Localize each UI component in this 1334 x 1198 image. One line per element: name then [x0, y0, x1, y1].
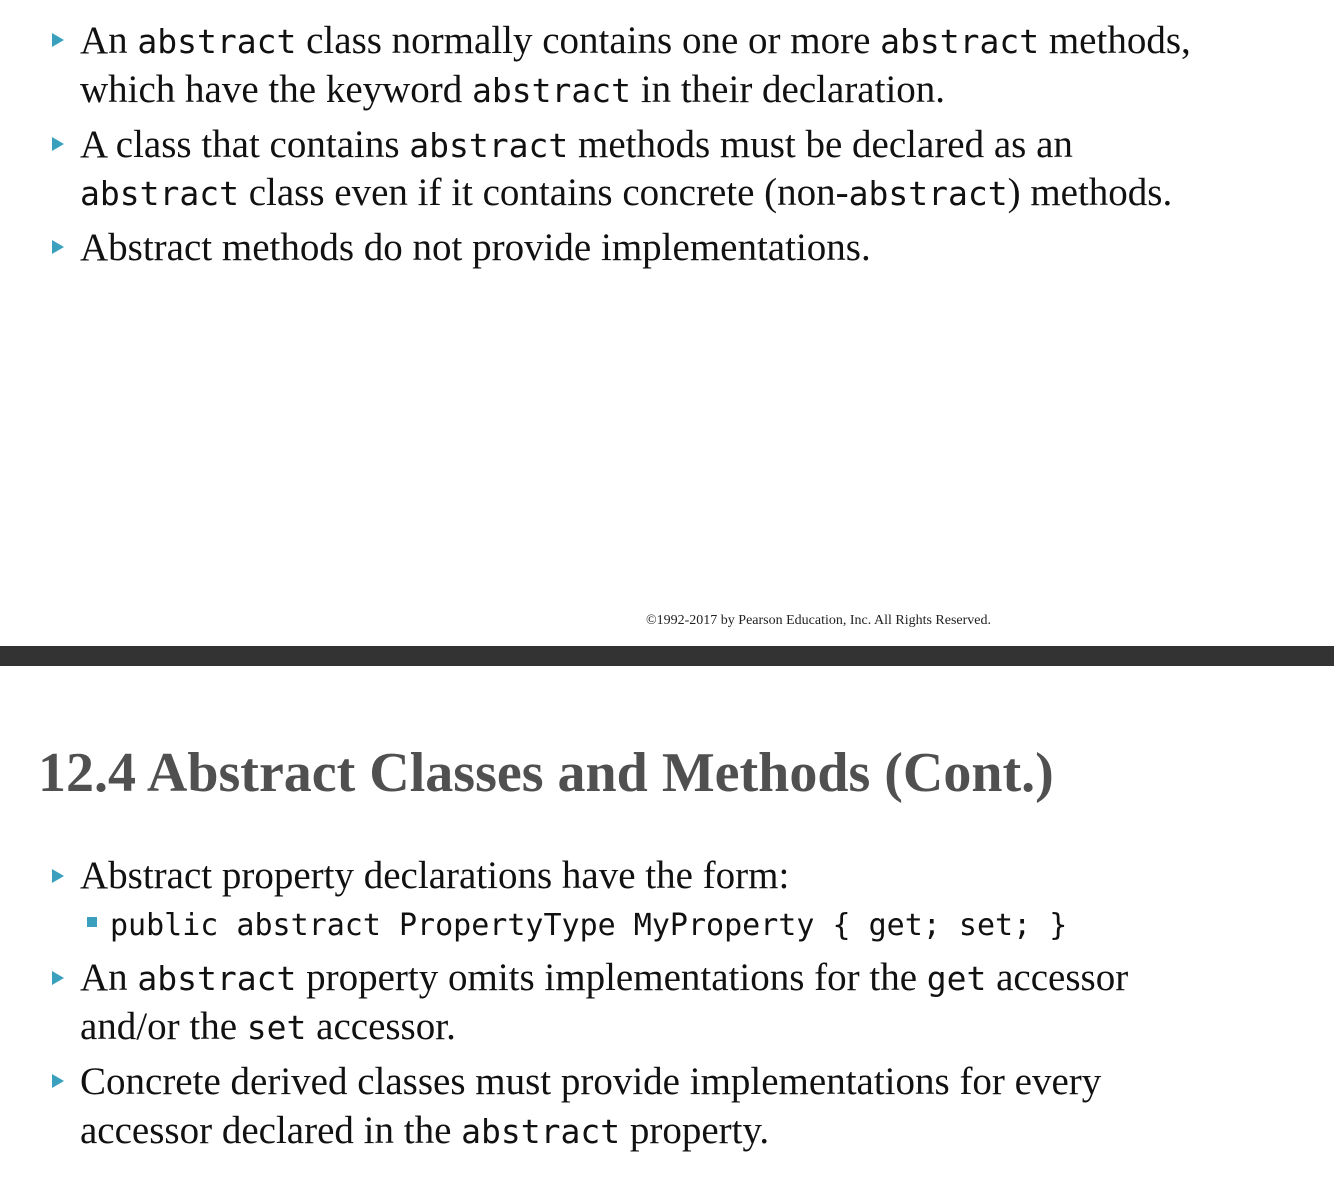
- bottom-bullet-3-line-1: Concrete derived classes must provide implementations for every: [80, 1060, 1102, 1103]
- sub-bullet-marker-icon: [87, 917, 97, 927]
- bullet-marker-icon: [52, 1074, 64, 1088]
- bullet-2-line-1: A class that contains abstract methods must be declared as an: [80, 123, 1073, 166]
- bullet-marker-icon: [52, 240, 64, 254]
- bottom-bullet-3-line-2: accessor declared in the abstract property.: [80, 1109, 770, 1152]
- bottom-bullet-2-line-2: and/or the set accessor.: [80, 1005, 456, 1048]
- bullet-marker-icon: [52, 33, 64, 47]
- bullet-1-line-2: which have the keyword abstract in their declaration.: [80, 68, 946, 111]
- bullet-3: Abstract methods do not provide implementations.: [80, 226, 871, 269]
- slide-divider: [0, 646, 1334, 666]
- code-sub-bullet: public abstract PropertyType MyProperty { get; set; }: [110, 908, 1068, 943]
- copyright-notice: ©1992-2017 by Pearson Education, Inc. All Rights Reserved.: [645, 613, 992, 628]
- bottom-bullet-1: Abstract property declarations have the form:: [80, 854, 790, 897]
- bullet-2-line-2: abstract class even if it contains concrete (non-abstract) methods.: [80, 171, 1173, 214]
- bullet-marker-icon: [52, 869, 64, 883]
- slide-title: 12.4 Abstract Classes and Methods (Cont.): [38, 742, 1054, 804]
- bullet-1-line-1: An abstract class normally contains one or more abstract methods,: [80, 19, 1191, 62]
- bottom-bullet-2-line-1: An abstract property omits implementations for the get accessor: [80, 956, 1129, 999]
- bullet-marker-icon: [52, 137, 64, 151]
- bullet-marker-icon: [52, 971, 64, 985]
